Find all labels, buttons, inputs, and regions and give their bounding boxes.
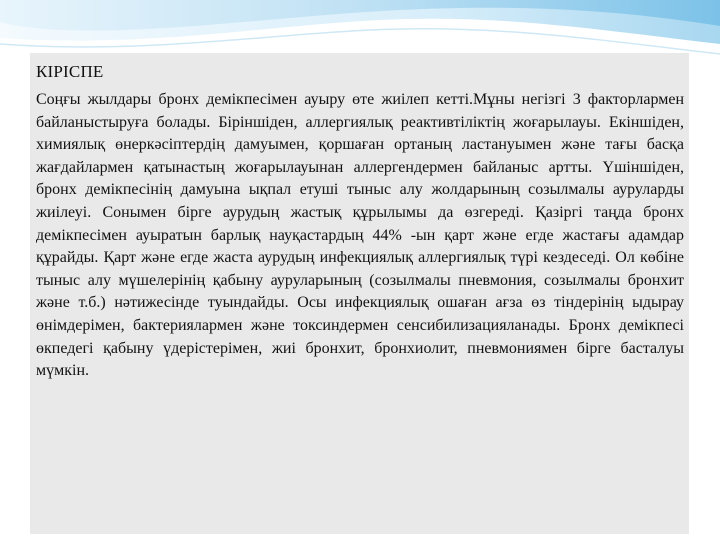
slide-title: КІРІСПЕ bbox=[36, 62, 104, 81]
body-paragraph: Соңғы жылдары бронх демікпесімен ауыру өте жиілеп кетті.Мұны негізгі 3 факторлармен байланыстыруға болады. Біріншіден, аллергиялық реактивтіліктің жоғарылауы. Екіншіден, химиялық өнеркәсіптердің дамуымен, қоршаған ортаның ластануымен және тағы басқа жағдайлармен қатынастың жоғарылауынан аллергендермен байланыс артты. Үшіншіден, бронх демікпесінің дамуына ықпал етуші тыныс алу жолдарының созылмалы ауруларды жиілеуі. Сонымен бірге аурудың жастық құрылымы да өзгереді. Қазіргі таңда бронх демікпесімен ауыратын барлық науқастардың 44% -ын қарт және егде жастағы адамдар құрайды. Қарт және егде жаста аурудың инфекциялық аллергиялық түрі кездеседі. Ол көбіне тыныс алу мүшелерінің қабыну ауруларының (созылмалы пневмония, созылмалы бронхит және т.б.) нәтижесінде туындайды. Осы инфекциялық ошаған ағза өз тіндерінің ыдырау өнімдерімен, бактериялармен және токсиндермен сенсибилизацияланады. Бронх демікпесі өкпедегі қабыну үдерістерімен, жиі бронхит, бронхиолит, пневмониямен бірге басталуы мүмкін. bbox=[36, 91, 684, 380]
content-box bbox=[30, 53, 689, 534]
